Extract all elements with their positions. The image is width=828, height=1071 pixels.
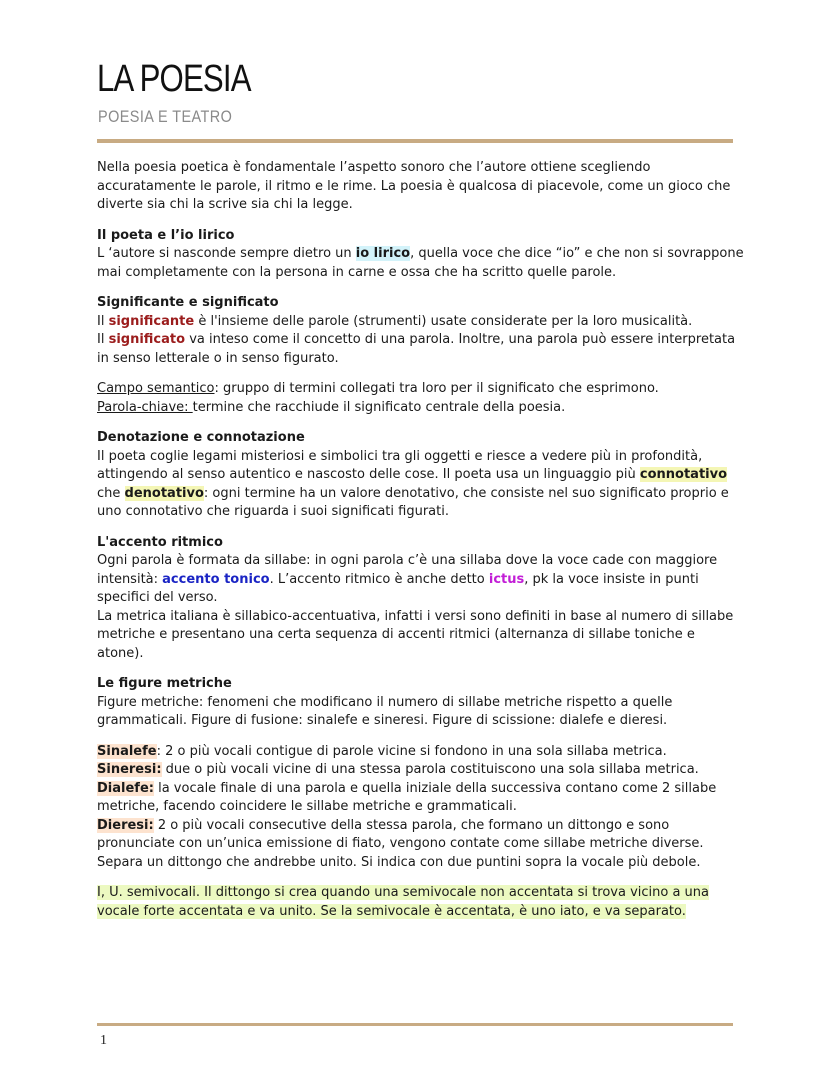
significante-pre: Il xyxy=(97,313,109,329)
document-body xyxy=(97,159,745,921)
dieresi-term: Dieresi: xyxy=(97,817,154,833)
definition-sinalefe xyxy=(97,743,745,762)
definition-sineresi xyxy=(97,761,745,780)
sineresi-term: Sineresi: xyxy=(97,762,162,777)
io-lirico-text-before: L ‘autore si nasconde sempre dietro un xyxy=(97,246,356,261)
parola-chiave-term: Parola-chiave: xyxy=(97,399,193,415)
page-number: 1 xyxy=(100,1033,107,1048)
significato-pre: Il xyxy=(97,332,109,347)
significato-line xyxy=(97,331,745,368)
denotazione-paragraph xyxy=(97,448,745,522)
significato-term: significato xyxy=(108,332,186,347)
campo-semantico-term: Campo semantico xyxy=(97,381,215,396)
io-lirico-term: io lirico xyxy=(355,246,411,261)
footer-divider xyxy=(97,1023,733,1026)
definition-dieresi xyxy=(97,817,745,873)
sineresi-text: due o più vocali vicine di una stessa parola costituiscono una sola sillaba metrica. xyxy=(161,762,699,777)
denotazione-mid: che xyxy=(97,485,125,501)
significante-term: significante xyxy=(108,313,195,329)
denotazione-post: : ogni termine ha un valore denotativo, che consiste nel suo significato proprio e uno connotativo che riguarda i suoi significati figurati. xyxy=(97,485,729,519)
significante-post: è l'insieme delle parole (strumenti) usate considerate per la loro musicalità. xyxy=(194,313,693,329)
accento-post: , pk la voce insiste in punti specifici del verso. xyxy=(97,571,699,605)
accento-mid: . L’accento ritmico è anche detto xyxy=(269,571,489,587)
section-heading-figure: Le figure metriche xyxy=(97,676,232,691)
intro-paragraph: Nella poesia poetica è fondamentale l’aspetto sonoro che l’autore ottiene scegliendo accuratamente le parole, il ritmo e le rime. La poesia è qualcosa di piacevole, come un gioco che diverte sia chi la scrive sia chi la legge. xyxy=(97,160,731,212)
connotativo-term: connotativo xyxy=(639,467,728,482)
figure-paragraph: Figure metriche: fenomeni che modificano il numero di sillabe metriche rispetto a quelle grammaticali. Figure di fusione: sinalefe e sineresi. Figure di scissione: dialefe e dieresi. xyxy=(97,694,673,728)
dialefe-term: Dialefe: xyxy=(97,780,154,796)
denotazione-pre: Il poeta coglie legami misteriosi e simbolici tra gli oggetti e riesce a vedere più in profondità, attingendo al senso autentico e nascosto delle cose. Il poeta usa un linguaggio più xyxy=(97,448,703,482)
ictus-term: ictus xyxy=(488,571,525,587)
io-lirico-paragraph xyxy=(97,245,745,282)
section-heading-accento: L'accento ritmico xyxy=(97,534,223,550)
denotativo-term: denotativo xyxy=(124,485,204,501)
page-title: LA POESIA xyxy=(97,58,251,100)
parola-chiave-text: termine che racchiude il significato centrale della poesia. xyxy=(192,399,566,415)
io-lirico-text-after: , quella voce che dice “io” e che non si sovrappone mai completamente con la persona in carne e ossa che ha scritto quelle parole. xyxy=(97,246,744,280)
sinalefe-term: Sinalefe xyxy=(97,743,157,759)
section-heading-denotazione: Denotazione e connotazione xyxy=(97,430,305,445)
semivocali-note xyxy=(97,884,745,921)
section-heading-io-lirico: Il poeta e l’io lirico xyxy=(97,227,235,243)
parola-chiave-line xyxy=(97,399,745,418)
campo-semantico-line xyxy=(97,380,745,399)
section-heading-significante: Significante e significato xyxy=(97,295,279,310)
significato-post: va inteso come il concetto di una parola. Inoltre, una parola può essere interpretata in senso letterale o in senso figurato. xyxy=(97,332,736,366)
accento-pre: Ogni parola è formata da sillabe: in ogni parola c’è una sillaba dove la voce cade con maggiore intensità: xyxy=(97,553,718,587)
significante-line xyxy=(97,313,745,332)
sinalefe-text: : 2 o più vocali contigue di parole vicine si fondono in una sola sillaba metrica. xyxy=(156,743,667,759)
metrica-paragraph: La metrica italiana è sillabico-accentuativa, infatti i versi sono definiti in base al numero di sillabe metriche e presentano una certa sequenza di accenti ritmici (alternanza di sillabe toniche e atone). xyxy=(97,608,734,661)
accento-paragraph xyxy=(97,552,745,608)
dialefe-text: la vocale finale di una parola e quella iniziale della successiva contano come 2 sillabe metriche, facendo coincidere le sillabe metriche e grammaticali. xyxy=(97,780,717,814)
semivocali-text: I, U. semivocali. Il dittongo si crea quando una semivocale non accentata si trova vicino a una vocale forte accentata e va unito. Se la semivocale è accentata, è uno iato, e va separato. xyxy=(97,885,709,919)
accento-tonico-term: accento tonico xyxy=(162,571,270,587)
page-subtitle: POESIA E TEATRO xyxy=(98,107,233,126)
definition-dialefe xyxy=(97,780,745,817)
header-divider xyxy=(97,139,733,143)
campo-semantico-text: : gruppo di termini collegati tra loro per il significato che esprimono. xyxy=(214,381,659,396)
dieresi-text: 2 o più vocali consecutive della stessa parola, che formano un dittongo e sono pronunciate con un’unica emissione di fiato, vengono contate come sillabe metriche diverse. Separa un dittongo che andrebbe unito. Si indica con due puntini sopra la vocale più debole. xyxy=(97,817,704,870)
